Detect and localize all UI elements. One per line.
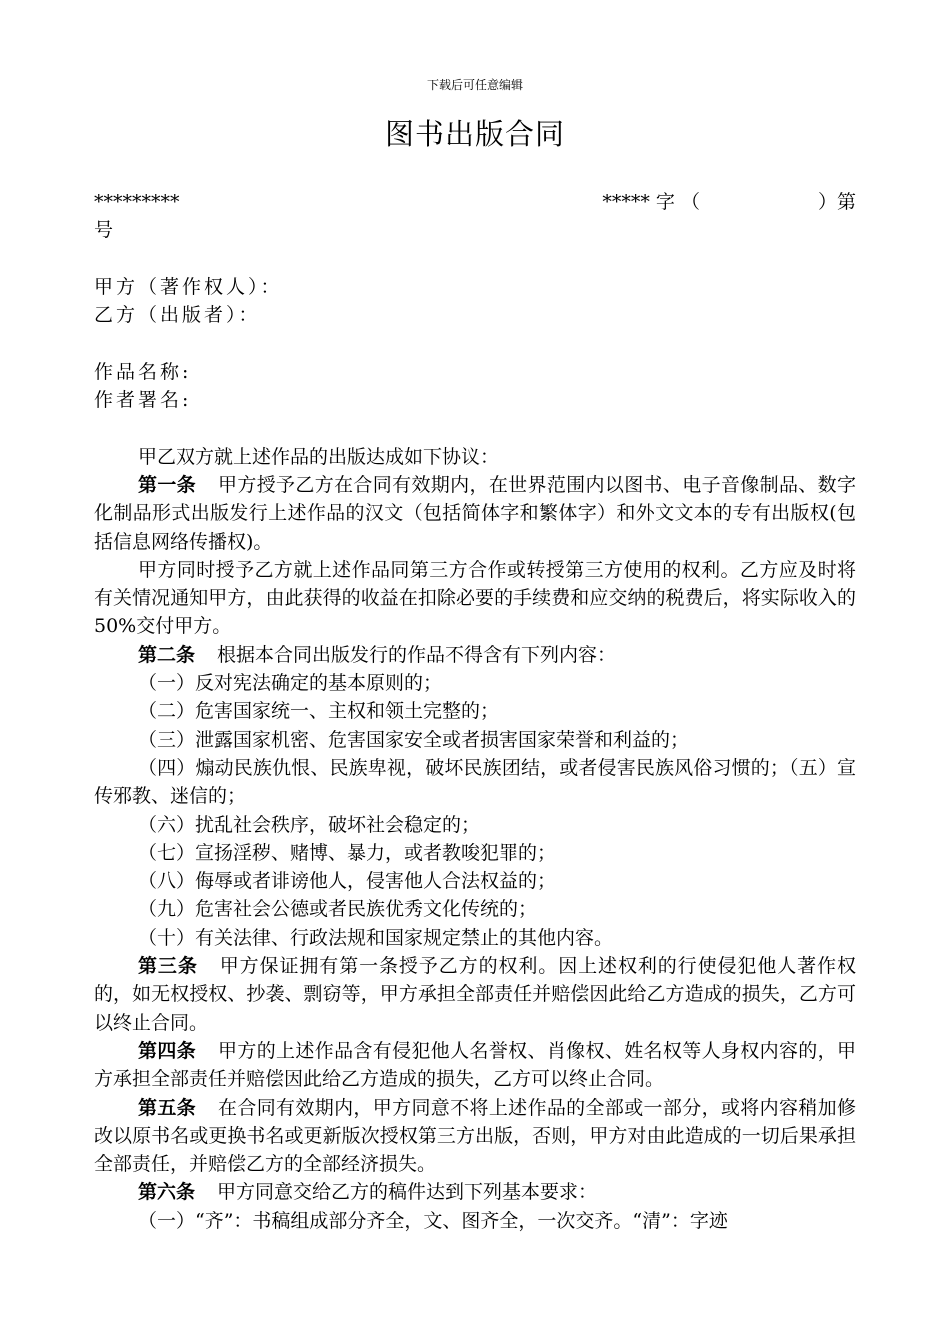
article-2 <box>94 641 856 669</box>
ref-left: ********* <box>94 191 180 213</box>
article-2-item: （三）泄露国家机密、危害国家安全或者损害国家荣誉和利益的； <box>138 728 690 751</box>
party-a-label: 甲方（著作权人）： <box>94 275 283 298</box>
ref-close: ）第 <box>817 191 856 213</box>
article-4 <box>94 1037 856 1094</box>
article-6 <box>94 1178 856 1206</box>
article-1-para-2: 甲方同时授予乙方就上述作品同第三方合作或转授第三方使用的权利。乙方应及时将有关情况通知甲方，由此获得的收益在扣除必要的手续费和应交纳的税费后，将实际收入的50%交付甲方。 <box>94 558 856 638</box>
article-2-item: （二）危害国家统一、主权和领土完整的； <box>138 700 500 723</box>
article-6-label: 第六条 <box>138 1181 196 1204</box>
ref-middle: ***** 字 （ <box>602 191 700 213</box>
article-6-text: 甲方同意交给乙方的稿件达到下列基本要求： <box>217 1181 598 1204</box>
contract-body <box>94 188 856 1235</box>
article-5 <box>94 1094 856 1179</box>
article-2-item: （四）煽动民族仇恨、民族卑视，破坏民族团结，或者侵害民族风俗习惯的；（五）宣传邪教、迷信的； <box>94 756 856 808</box>
article-1 <box>94 471 856 556</box>
article-4-text: 甲方的上述作品含有侵犯他人名誉权、肖像权、姓名权等人身权内容的，甲方承担全部责任并赔偿因此给乙方造成的损失，乙方可以终止合同。 <box>94 1039 856 1091</box>
article-6-item: （一）“齐”：书稿组成部分齐全，文、图齐全，一次交齐。“清”：字迹 <box>138 1209 728 1232</box>
article-3-label: 第三条 <box>138 955 198 978</box>
ref-blank <box>700 188 818 216</box>
page-title: 图书出版合同 <box>384 117 565 151</box>
work-author-label: 作者署名: <box>94 389 192 412</box>
article-2-item: （七）宣扬淫秽、赌博、暴力，或者教唆犯罪的； <box>138 841 557 864</box>
header-note: 下载后可任意编辑 <box>426 78 523 92</box>
ref-right <box>602 188 856 216</box>
spacer <box>94 329 856 357</box>
article-1-text: 甲方授予乙方在合同有效期内，在世界范围内以图书、电子音像制品、数字化制品形式出版发行上述作品的汉文（包括简体字和繁体字）和外文文本的专有出版权(包括信息网络传播权)。 <box>94 473 856 553</box>
article-2-item: （九）危害社会公德或者民族优秀文化传统的； <box>138 898 538 921</box>
intro-text: 甲乙双方就上述作品的出版达成如下协议： <box>138 445 500 468</box>
article-4-label: 第四条 <box>138 1039 197 1062</box>
article-2-item: （六）扰乱社会秩序，破坏社会稳定的； <box>138 813 481 836</box>
article-2-text: 根据本合同出版发行的作品不得含有下列内容： <box>217 643 617 666</box>
contract-ref-line <box>94 188 856 216</box>
article-2-item: （十）有关法律、行政法规和国家规定禁止的其他内容。 <box>138 926 614 949</box>
article-5-label: 第五条 <box>138 1096 197 1119</box>
article-5-text: 在合同有效期内，甲方同意不将上述作品的全部或一部分，或将内容稍加修改以原书名或更换书名或更新版次授权第三方出版，否则，甲方对由此造成的一切后果承担全部责任，并赔偿乙方的全部经济损失。 <box>94 1096 856 1176</box>
article-3 <box>94 952 856 1037</box>
ref-suffix: 号 <box>94 219 114 242</box>
party-b-label: 乙方（出版者）： <box>94 304 261 327</box>
article-1-label: 第一条 <box>138 473 197 496</box>
spacer <box>94 414 856 442</box>
article-3-text: 甲方保证拥有第一条授予乙方的权利。因上述权利的行使侵犯他人著作权的，如无权授权、抄袭、剽窃等，甲方承担全部责任并赔偿因此给乙方造成的损失，乙方可以终止合同。 <box>94 955 856 1034</box>
article-2-item: （八）侮辱或者诽谤他人，侵害他人合法权益的； <box>138 870 557 893</box>
article-2-label: 第二条 <box>138 643 196 666</box>
spacer <box>94 245 856 273</box>
work-name-label: 作品名称: <box>94 360 192 383</box>
article-2-item: （一）反对宪法确定的基本原则的； <box>138 672 443 695</box>
